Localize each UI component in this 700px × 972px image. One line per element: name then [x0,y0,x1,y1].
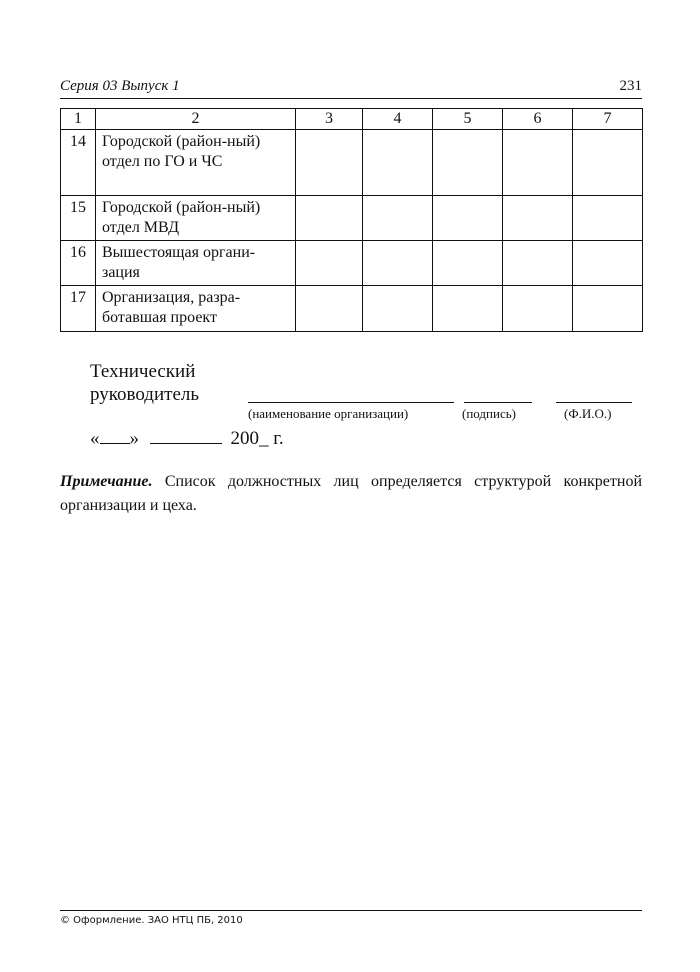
empty-cell [296,130,363,196]
column-header: 1 [61,109,96,130]
running-header [60,78,642,99]
empty-cell [296,286,363,332]
empty-cell [433,241,503,286]
row-name: Организация, разра-ботавшая проект [96,286,296,332]
empty-cell [296,196,363,241]
column-header: 4 [363,109,433,130]
column-header: 5 [433,109,503,130]
full-name-caption: (Ф.И.О.) [564,406,612,421]
note-label: Примечание. [60,473,153,490]
signatory-title-line: руководитель [90,384,200,405]
column-header: 3 [296,109,363,130]
empty-cell [363,241,433,286]
day-blank [100,443,130,444]
row-number: 16 [61,241,96,286]
column-header: 7 [573,109,643,130]
date-year: 200_ г. [230,428,284,449]
signature-caption: (подпись) [462,406,516,421]
table-row [61,286,643,332]
row-name: Вышестоящая органи-зация [96,241,296,286]
signatory-title-line: Технический [90,361,196,382]
empty-cell [573,286,643,332]
empty-cell [433,130,503,196]
empty-cell [296,241,363,286]
row-number: 15 [61,196,96,241]
date-row [90,428,284,450]
row-name: Городской (район-ный) отдел МВД [96,196,296,241]
table-row [61,130,643,196]
empty-cell [573,241,643,286]
empty-cell [363,196,433,241]
organization-caption: (наименование организации) [248,406,409,421]
officials-table [60,108,643,332]
empty-cell [503,286,573,332]
empty-cell [573,196,643,241]
page-number: 231 [619,78,642,94]
column-header: 2 [96,109,296,130]
note-paragraph [60,470,642,518]
empty-cell [573,130,643,196]
column-header: 6 [503,109,573,130]
note-text: Список должностных лиц определяется структурой конкретной организации и цеха. [60,473,643,514]
row-name: Городской (район-ный) отдел по ГО и ЧС [96,130,296,196]
copyright-text: © Оформление. ЗАО НТЦ ПБ, 2010 [60,915,243,926]
signature-line [464,402,532,403]
empty-cell [363,130,433,196]
table-row [61,241,643,286]
date-close-quote: » [129,428,139,449]
organization-signature-line [248,402,454,403]
empty-cell [433,286,503,332]
empty-cell [363,286,433,332]
series-title: Серия 03 Выпуск 1 [60,78,180,94]
empty-cell [503,130,573,196]
full-name-line [556,402,632,403]
month-blank [150,443,222,444]
empty-cell [503,196,573,241]
empty-cell [433,196,503,241]
table-header-row [61,109,643,130]
page-footer [60,910,642,926]
row-number: 14 [61,130,96,196]
table-row [61,196,643,241]
empty-cell [503,241,573,286]
signatory-title [90,360,199,406]
row-number: 17 [61,286,96,332]
date-open-quote: « [90,428,100,449]
